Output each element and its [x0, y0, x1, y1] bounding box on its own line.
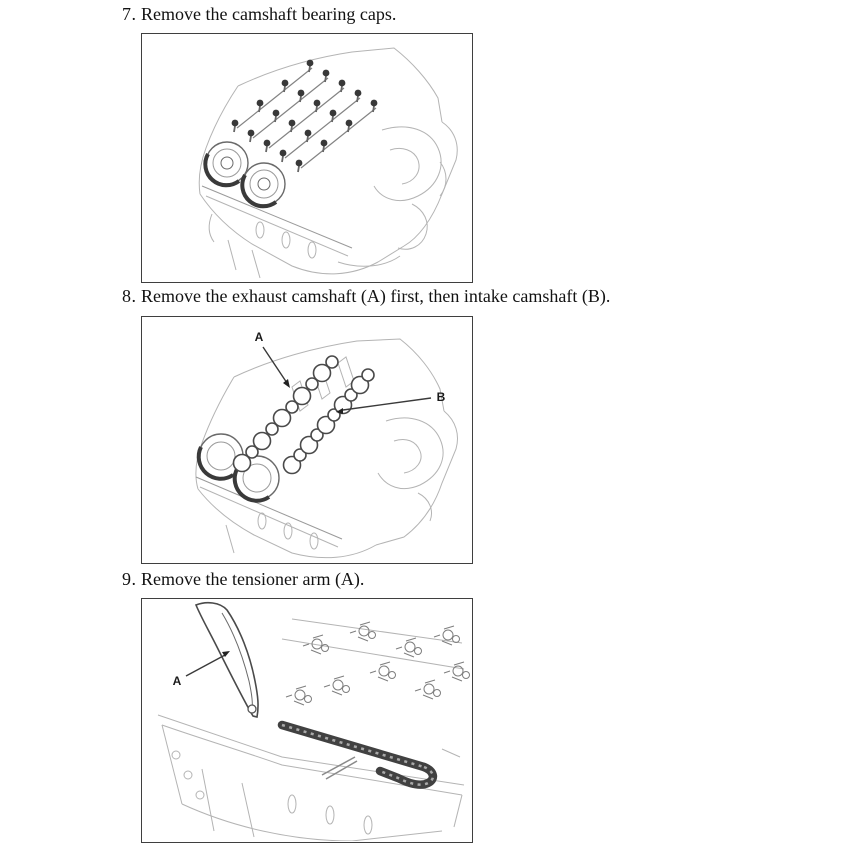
callout-a — [173, 651, 230, 688]
step-8-text: Remove the exhaust camshaft (A) first, then intake camshaft (B). — [141, 286, 611, 306]
timing-chain — [282, 725, 433, 785]
intake-camshaft — [284, 369, 375, 474]
engine-illustration-tensioner-arm — [142, 599, 471, 841]
tensioner-arm — [196, 603, 258, 717]
callout-label-b: B — [436, 390, 446, 404]
figure-frame-bearing-caps — [141, 33, 473, 283]
step-8-number: 8. — [122, 286, 137, 306]
step-9-number: 9. — [122, 569, 137, 589]
step-9-instruction — [122, 567, 364, 591]
cam-sprockets — [205, 142, 285, 206]
bearing-cap-rails — [237, 68, 376, 168]
step-8-instruction — [122, 284, 610, 308]
callout-label-a: A — [172, 674, 182, 688]
engine-illustration-bearing-caps — [142, 34, 471, 281]
bolt-stems — [234, 66, 374, 172]
callout-a — [255, 330, 290, 388]
figure-frame-camshafts — [141, 316, 473, 564]
bearing-cap-bolts — [232, 60, 378, 167]
callout-label-a: A — [254, 330, 264, 344]
figure-frame-tensioner-arm — [141, 598, 473, 843]
step-9-text: Remove the tensioner arm (A). — [141, 569, 365, 589]
step-7-number: 7. — [122, 4, 137, 24]
exhaust-camshaft — [234, 356, 339, 472]
step-7-instruction — [122, 2, 396, 26]
step-7-text: Remove the camshaft bearing caps. — [141, 4, 397, 24]
valvetrain-detail — [286, 622, 470, 705]
engine-illustration-camshafts — [142, 317, 471, 562]
engine-outline — [199, 48, 457, 278]
